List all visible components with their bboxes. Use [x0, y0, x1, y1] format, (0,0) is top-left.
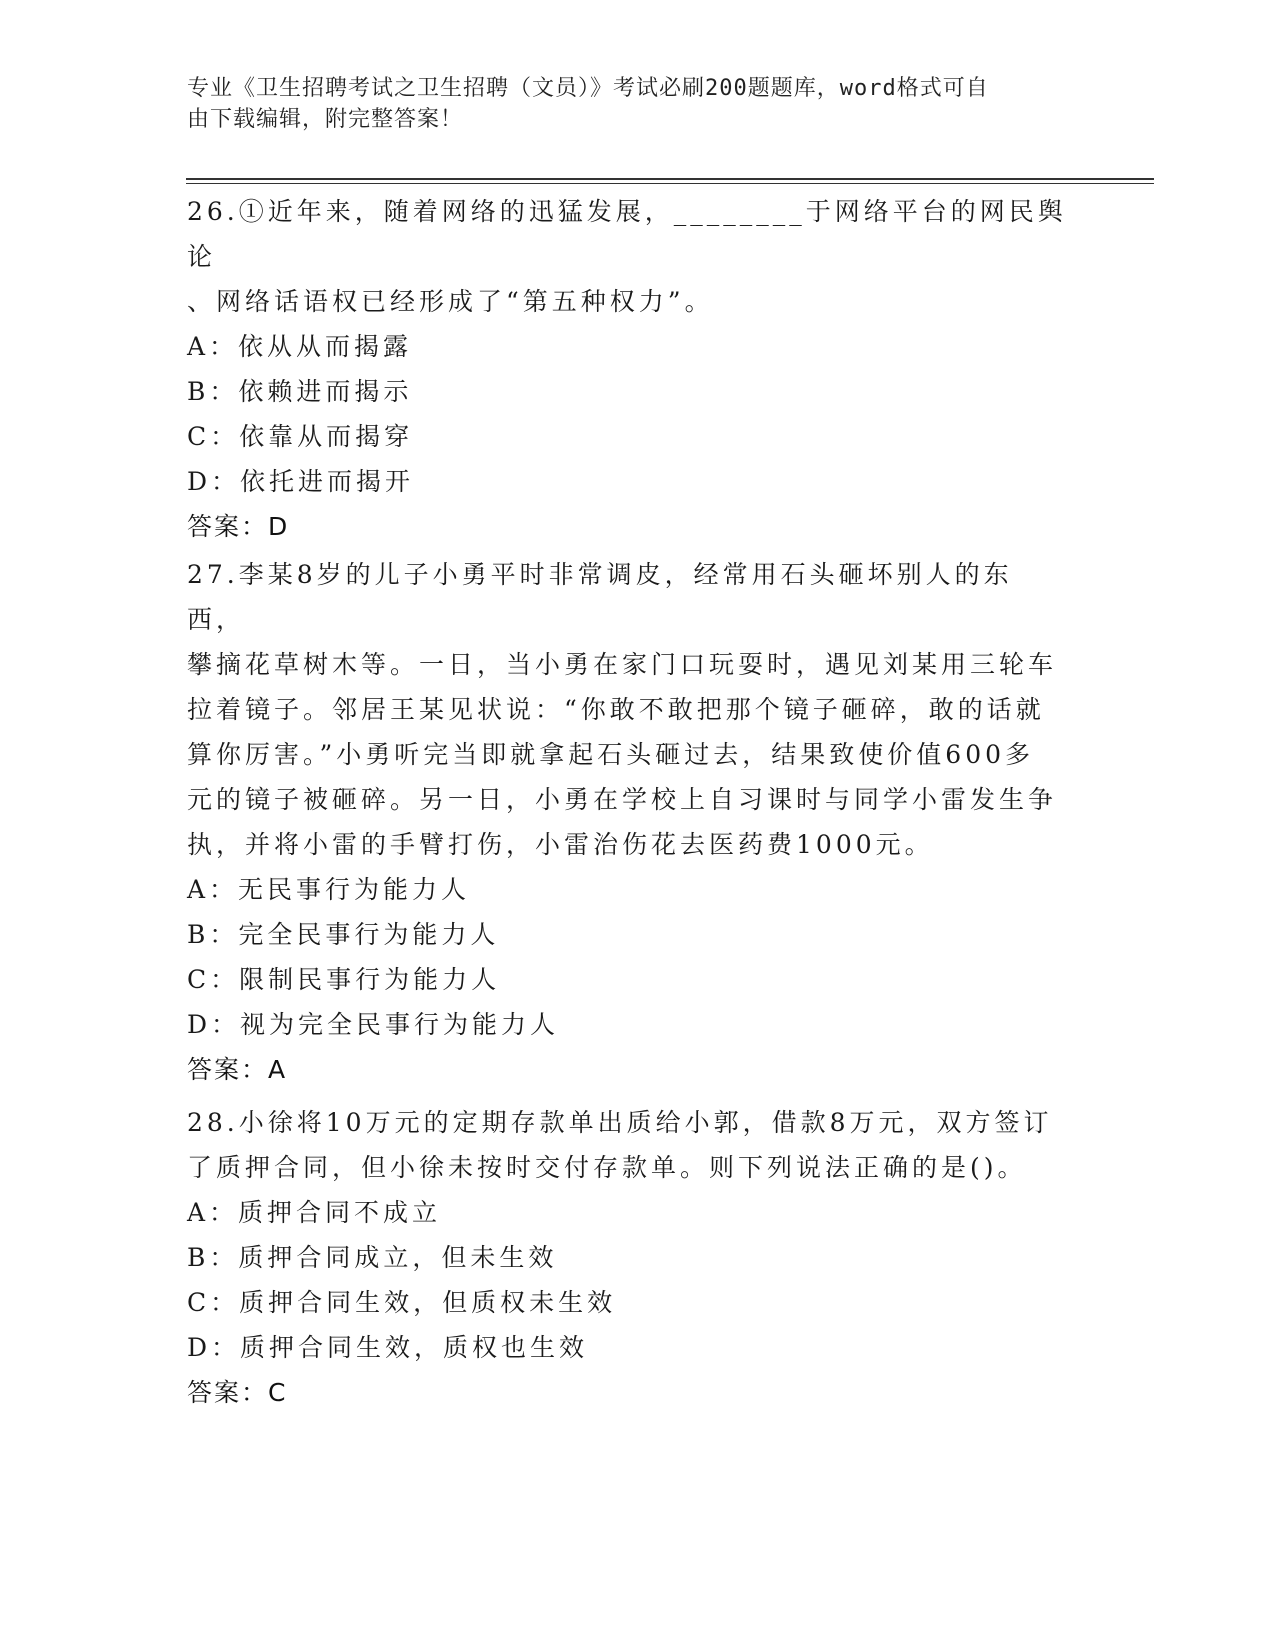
- question-26: [187, 189, 1067, 549]
- stem-line: 了质押合同，但小徐未按时交付存款单。则下列说法正确的是()。: [187, 1153, 1027, 1182]
- question-27: [187, 552, 1067, 1092]
- question-28: [187, 1100, 1067, 1415]
- header-divider: [186, 178, 1154, 180]
- stem-line: 执，并将小雷的手臂打伤，小雷治伤花去医药费1000元。: [187, 830, 934, 859]
- option-d: D：视为完全民事行为能力人: [187, 1010, 560, 1039]
- question-stem: [187, 1100, 1067, 1190]
- stem-line: 攀摘花草树木等。一日，当小勇在家门口玩耍时，遇见刘某用三轮车: [187, 650, 1058, 679]
- question-stem: [187, 189, 1067, 324]
- header-line: 由下载编辑，附完整答案！: [187, 107, 464, 132]
- option-b: B：质押合同成立，但未生效: [187, 1243, 558, 1272]
- header-divider: [186, 183, 1154, 184]
- stem-line: 算你厉害。”小勇听完当即就拿起石头砸过去，结果致使价值600多: [187, 740, 1035, 769]
- stem-line: 、网络话语权已经形成了“第五种权力”。: [187, 287, 714, 316]
- stem-line: 元的镜子被砸碎。另一日，小勇在学校上自习课时与同学小雷发生争: [187, 785, 1058, 814]
- option-c: C：依靠从而揭穿: [187, 422, 414, 451]
- option-b: B：完全民事行为能力人: [187, 920, 500, 949]
- answer-line: 答案：C: [187, 1378, 288, 1407]
- stem-line: 拉着镜子。邻居王某见状说：“你敢不敢把那个镜子砸碎，敢的话就: [187, 695, 1045, 724]
- option-c: C：限制民事行为能力人: [187, 965, 501, 994]
- option-a: A：依从从而揭露: [187, 332, 413, 361]
- header-line: 专业《卫生招聘考试之卫生招聘（文员）》考试必刷200题题库，word格式可自: [187, 76, 989, 101]
- document-header: [187, 73, 1067, 135]
- option-d: D：依托进而揭开: [187, 467, 415, 496]
- option-d: D：质押合同生效，质权也生效: [187, 1333, 589, 1362]
- option-b: B：依赖进而揭示: [187, 377, 413, 406]
- stem-line: 27.李某8岁的儿子小勇平时非常调皮，经常用石头砸坏别人的东西，: [187, 560, 1013, 634]
- answer-line: 答案：A: [187, 1055, 288, 1084]
- answer-line: 答案：D: [187, 512, 290, 541]
- question-stem: [187, 552, 1067, 867]
- option-a: A：无民事行为能力人: [187, 875, 471, 904]
- option-c: C：质押合同生效，但质权未生效: [187, 1288, 617, 1317]
- stem-line: 28.小徐将10万元的定期存款单出质给小郭，借款8万元，双方签订: [187, 1108, 1053, 1137]
- option-a: A：质押合同不成立: [187, 1198, 442, 1227]
- stem-line: 26.①近年来，随着网络的迅猛发展，________于网络平台的网民舆论: [187, 197, 1067, 271]
